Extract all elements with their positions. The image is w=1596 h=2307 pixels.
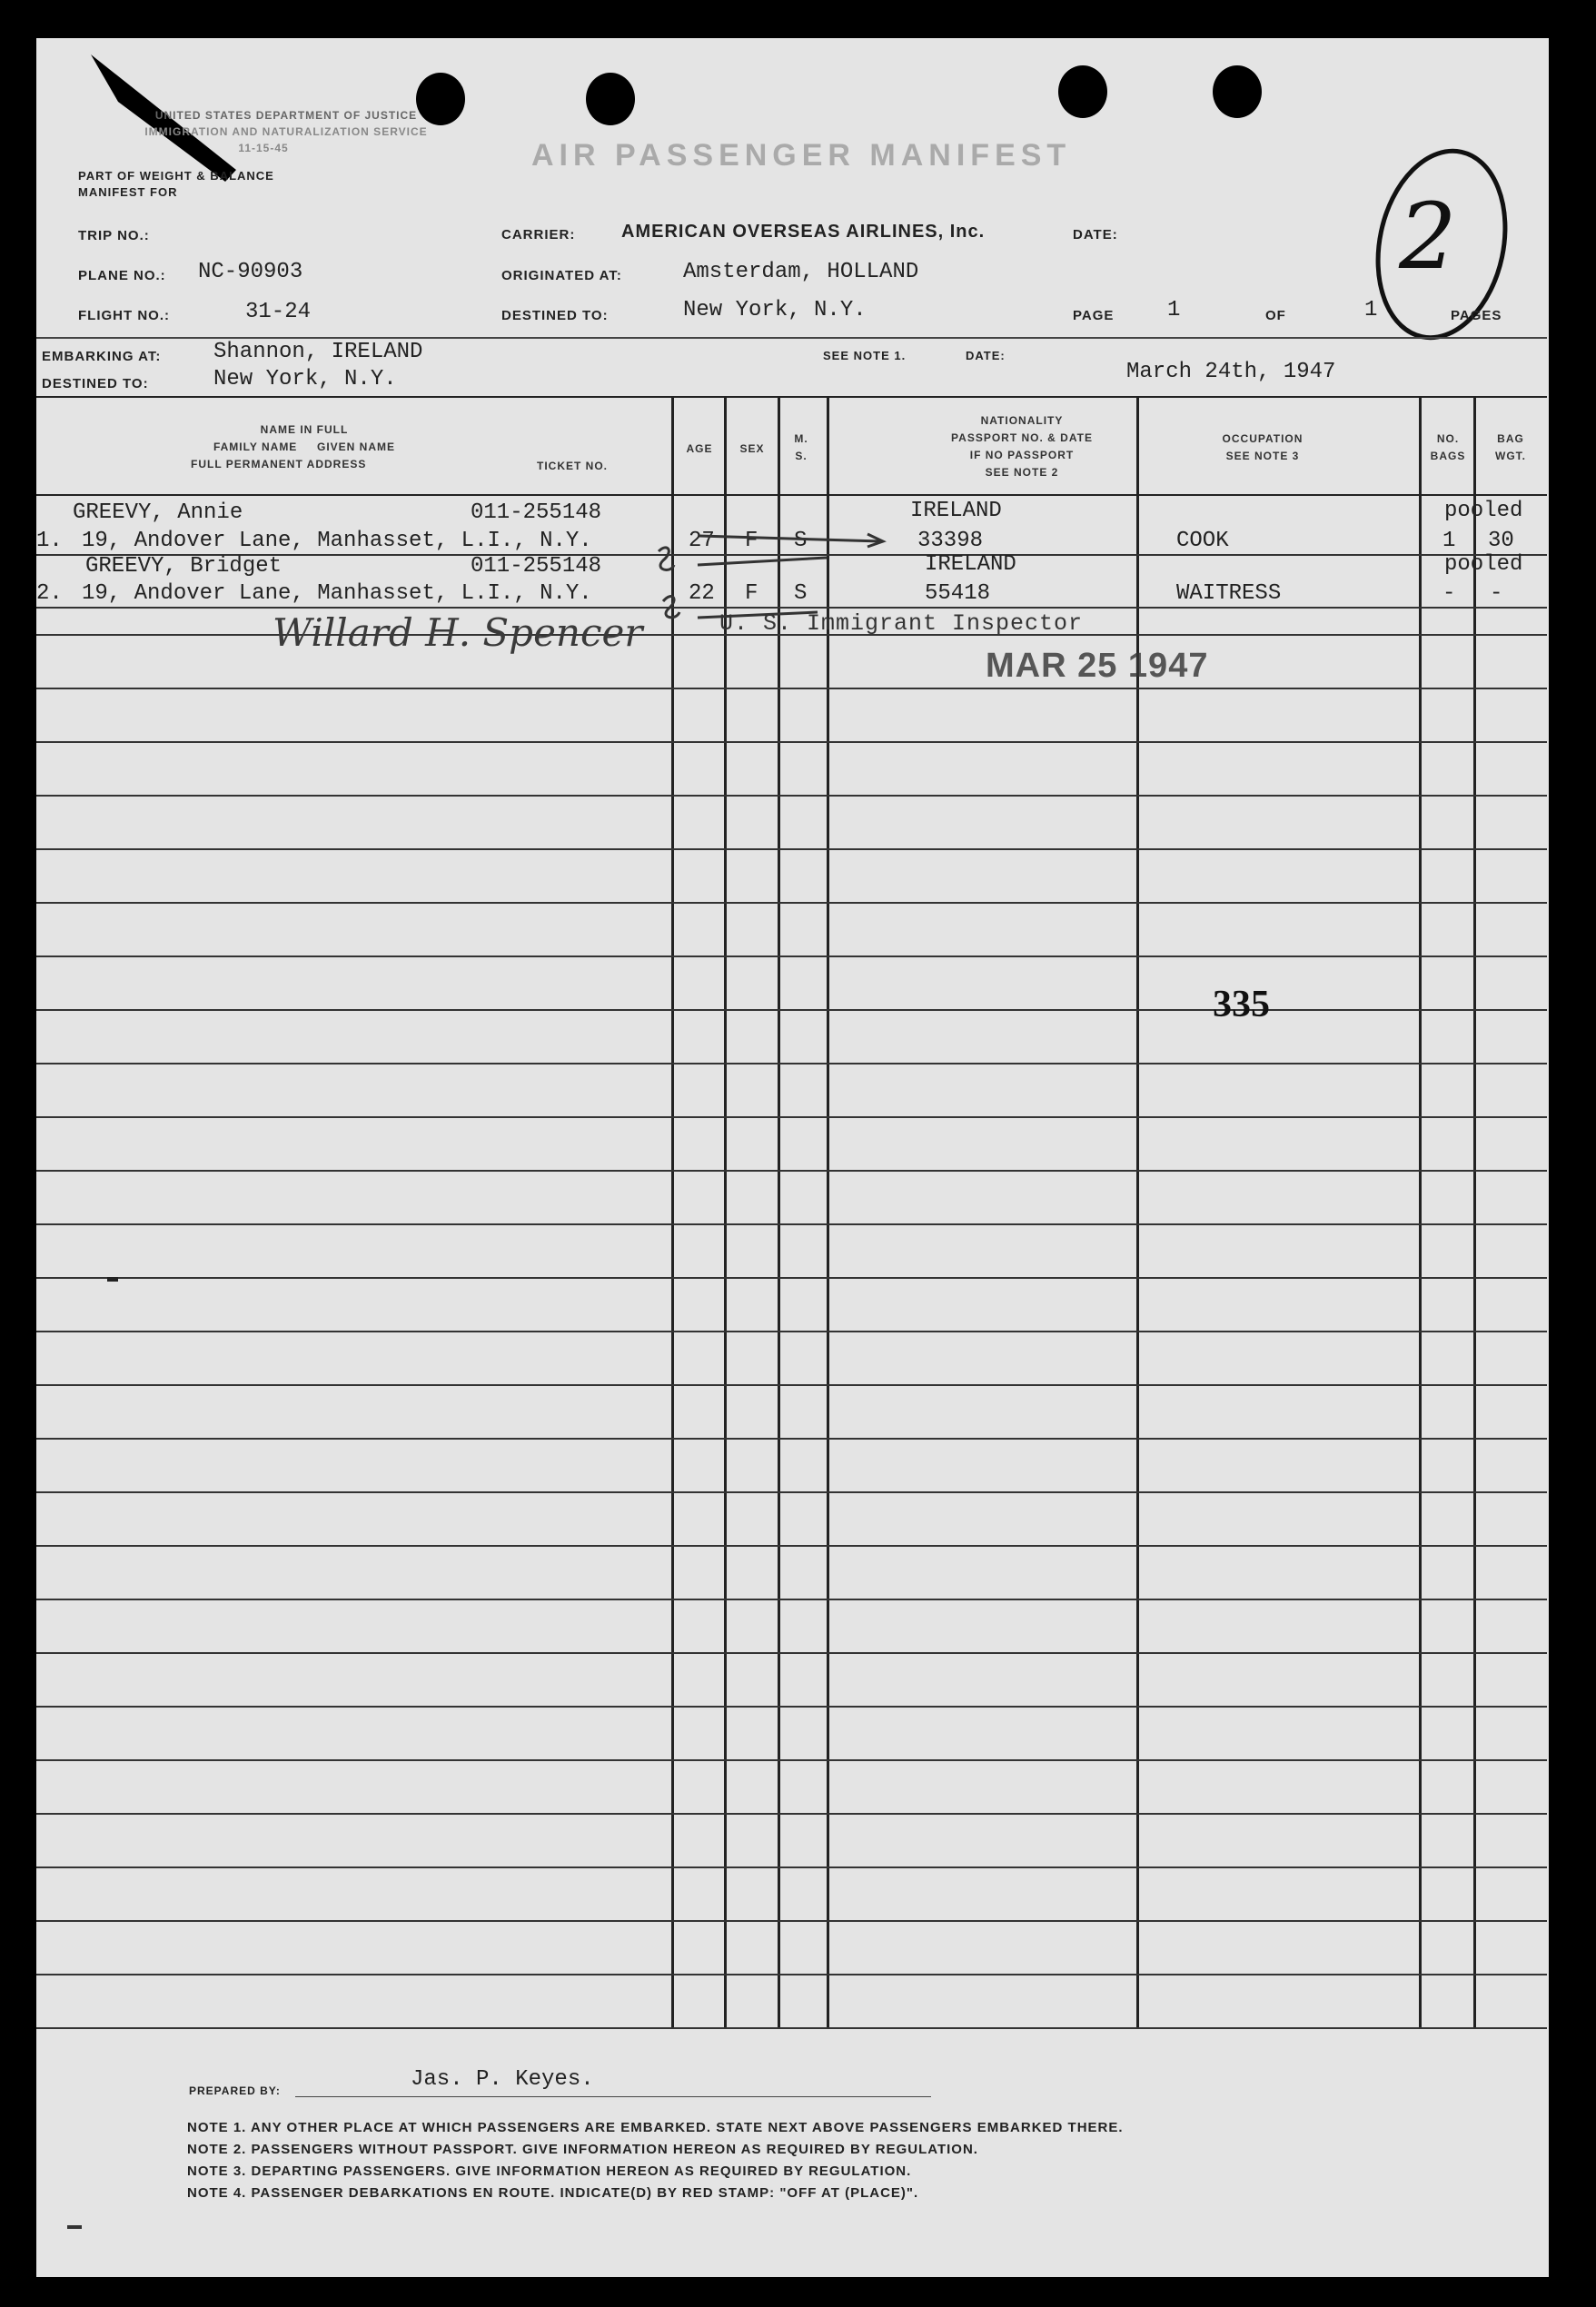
col-given-name: GIVEN NAME <box>317 441 396 453</box>
row-divider <box>36 1170 1547 1172</box>
col-nat-line-2: PASSPORT NO. & DATE <box>951 431 1093 444</box>
see-note-label: SEE NOTE 1. <box>823 349 907 362</box>
col-wgt-header <box>1476 431 1545 465</box>
passenger-ms: S <box>794 529 808 553</box>
inspection-date-stamp: MAR 25 1947 <box>986 647 1209 685</box>
row-divider <box>36 955 1547 957</box>
passenger-name: GREEVY, Bridget <box>85 554 283 579</box>
row-divider <box>36 1277 1547 1279</box>
col-divider <box>1419 398 1422 2029</box>
destined-to-label: DESTINED TO: <box>42 376 149 391</box>
col-name-line-2 <box>182 439 427 456</box>
passenger-nationality: IRELAND <box>910 499 1002 523</box>
row-divider <box>36 848 1547 850</box>
passenger-address: 19, Andover Lane, Manhasset, L.I., N.Y. <box>82 529 592 553</box>
col-name-header <box>182 421 427 473</box>
note-3: NOTE 3. DEPARTING PASSENGERS. GIVE INFORMATION HEREON AS REQUIRED BY REGULATION. <box>187 2163 912 2179</box>
row-divider <box>36 1974 1547 1975</box>
col-ms-line-2: S. <box>795 450 808 462</box>
embarking-value: Shannon, IRELAND <box>213 340 423 364</box>
row-divider <box>36 1813 1547 1815</box>
form-note-line-1: PART OF WEIGHT & BALANCE <box>78 169 274 183</box>
row-divider <box>36 688 1547 689</box>
passenger-address: 19, Andover Lane, Manhasset, L.I., N.Y. <box>82 581 592 606</box>
destined-label: DESTINED TO: <box>501 308 609 323</box>
row-divider <box>36 1706 1547 1708</box>
header-rule <box>36 337 1547 339</box>
col-ms-line-1: M. <box>794 432 808 445</box>
row-divider <box>36 1759 1547 1761</box>
form-note-line-2: MANIFEST FOR <box>78 185 178 199</box>
ink-speck <box>107 1277 118 1282</box>
passenger-passport: 55418 <box>925 581 991 606</box>
page-title: AIR PASSENGER MANIFEST <box>531 138 1072 173</box>
passenger-nationality: IRELAND <box>925 552 1016 577</box>
row-divider <box>36 1009 1547 1011</box>
row-divider <box>36 1063 1547 1064</box>
plane-value: NC-90903 <box>198 260 303 284</box>
row-number: 1. <box>36 529 63 553</box>
passenger-sex: F <box>745 581 758 606</box>
col-divider <box>724 398 727 2029</box>
passenger-sex: F <box>745 529 758 553</box>
agency-line-1: UNITED STATES DEPARTMENT OF JUSTICE <box>154 109 418 122</box>
col-bags-header <box>1423 431 1473 465</box>
table-top-rule <box>36 396 1547 398</box>
passenger-weight: - <box>1490 581 1503 606</box>
destined-to-value: New York, N.Y. <box>213 367 397 391</box>
of-label: OF <box>1265 308 1286 323</box>
punch-hole <box>586 73 635 125</box>
col-nationality-header <box>863 412 1181 481</box>
of-value: 1 <box>1364 298 1378 322</box>
passenger-weight: 30 <box>1488 529 1514 553</box>
ink-speck <box>67 2225 82 2229</box>
col-ms-header <box>783 431 819 465</box>
row-divider <box>36 741 1547 743</box>
col-name-line-1: NAME IN FULL <box>260 423 349 436</box>
pages-label: PAGES <box>1451 308 1502 323</box>
prepared-by-value: Jas. P. Keyes. <box>411 2067 594 2092</box>
destined-value: New York, N.Y. <box>683 298 867 322</box>
row-divider <box>36 1331 1547 1332</box>
flight-label: FLIGHT NO.: <box>78 308 170 323</box>
passenger-bags: 1 <box>1442 529 1456 553</box>
row-divider <box>36 1116 1547 1118</box>
col-nat-line-1: NATIONALITY <box>980 414 1064 427</box>
col-age-header: AGE <box>686 442 713 455</box>
agency-line-3: 11-15-45 <box>238 142 289 154</box>
inspector-title: U. S. Immigrant Inspector <box>719 610 1084 637</box>
page-value: 1 <box>1167 298 1181 322</box>
col-name-line-3: FULL PERMANENT ADDRESS <box>191 458 367 470</box>
col-occupation-header <box>1135 431 1390 465</box>
col-occ-line-2: SEE NOTE 3 <box>1225 450 1300 462</box>
row-divider <box>36 1866 1547 1868</box>
row-divider <box>36 1223 1547 1225</box>
punch-hole <box>1213 65 1262 118</box>
col-divider <box>827 398 829 2029</box>
row-divider <box>36 795 1547 797</box>
col-nat-line-3: IF NO PASSPORT <box>969 449 1075 461</box>
passenger-ticket: 011-255148 <box>471 554 602 579</box>
trip-label: TRIP NO.: <box>78 228 150 243</box>
page-label: PAGE <box>1073 308 1115 323</box>
passenger-occupation: WAITRESS <box>1176 581 1282 606</box>
passenger-name: GREEVY, Annie <box>73 500 243 525</box>
col-nat-line-4: SEE NOTE 2 <box>985 466 1059 479</box>
passenger-ms: S <box>794 581 808 606</box>
stamp-number: 335 <box>1213 984 1270 1025</box>
inspector-signature: Willard H. Spencer <box>273 610 643 655</box>
row-divider <box>36 1920 1547 1922</box>
passenger-age: 22 <box>689 581 715 606</box>
row-number: 2. <box>36 581 63 606</box>
col-bags-line-1: NO. <box>1436 432 1460 445</box>
date-2-label: DATE: <box>966 349 1006 362</box>
row-divider <box>36 1599 1547 1600</box>
row-divider <box>36 1438 1547 1440</box>
page-marker-number: 2 <box>1399 183 1457 290</box>
passenger-age: 27 <box>689 529 715 553</box>
col-divider <box>1473 398 1476 2029</box>
col-sex-header: SEX <box>739 442 765 455</box>
row-divider <box>36 1491 1547 1493</box>
note-4: NOTE 4. PASSENGER DEBARKATIONS EN ROUTE. INDICATE(D) BY RED STAMP: "OFF AT (PLACE)". <box>187 2185 919 2201</box>
originated-label: ORIGINATED AT: <box>501 268 622 283</box>
passenger-passport: 33398 <box>917 529 984 553</box>
row-divider <box>36 1545 1547 1547</box>
col-divider <box>778 398 780 2029</box>
agency-line-2: IMMIGRATION AND NATURALIZATION SERVICE <box>144 125 428 138</box>
col-bags-line-2: BAGS <box>1430 450 1466 462</box>
note-2: NOTE 2. PASSENGERS WITHOUT PASSPORT. GIVE INFORMATION HEREON AS REQUIRED BY REGULATION. <box>187 2142 978 2157</box>
passenger-ticket: 011-255148 <box>471 500 602 525</box>
date-label: DATE: <box>1073 227 1118 243</box>
passenger-pooled: pooled <box>1444 552 1523 577</box>
col-wgt-line-2: WGT. <box>1495 450 1526 462</box>
row-divider <box>36 2027 1547 2029</box>
date-2-value: March 24th, 1947 <box>1126 360 1336 384</box>
passenger-bags: - <box>1442 581 1456 606</box>
manifest-page <box>36 38 1549 2277</box>
col-wgt-line-1: BAG <box>1497 432 1524 445</box>
col-occ-line-1: OCCUPATION <box>1222 432 1304 445</box>
row-divider <box>36 1652 1547 1654</box>
passenger-pooled: pooled <box>1444 499 1523 523</box>
passenger-occupation: COOK <box>1176 529 1229 553</box>
embarking-label: EMBARKING AT: <box>42 349 162 364</box>
punch-hole <box>1058 65 1107 118</box>
col-divider <box>1136 398 1139 2029</box>
col-ticket-header: TICKET NO. <box>537 460 608 472</box>
flight-value: 31-24 <box>245 300 312 324</box>
column-header-rule <box>36 494 1547 496</box>
originated-value: Amsterdam, HOLLAND <box>683 260 919 284</box>
prepared-by-label: PREPARED BY: <box>189 2084 281 2097</box>
carrier-value: AMERICAN OVERSEAS AIRLINES, Inc. <box>621 222 986 242</box>
plane-label: PLANE NO.: <box>78 268 166 283</box>
row-divider <box>36 1384 1547 1386</box>
note-1: NOTE 1. ANY OTHER PLACE AT WHICH PASSENGERS ARE EMBARKED. STATE NEXT ABOVE PASSENGERS EMBARKED THERE. <box>187 2120 1124 2135</box>
carrier-label: CARRIER: <box>501 227 576 243</box>
row-divider <box>36 902 1547 904</box>
prepared-by-line <box>295 2096 931 2097</box>
col-family-name: FAMILY NAME <box>213 441 298 453</box>
